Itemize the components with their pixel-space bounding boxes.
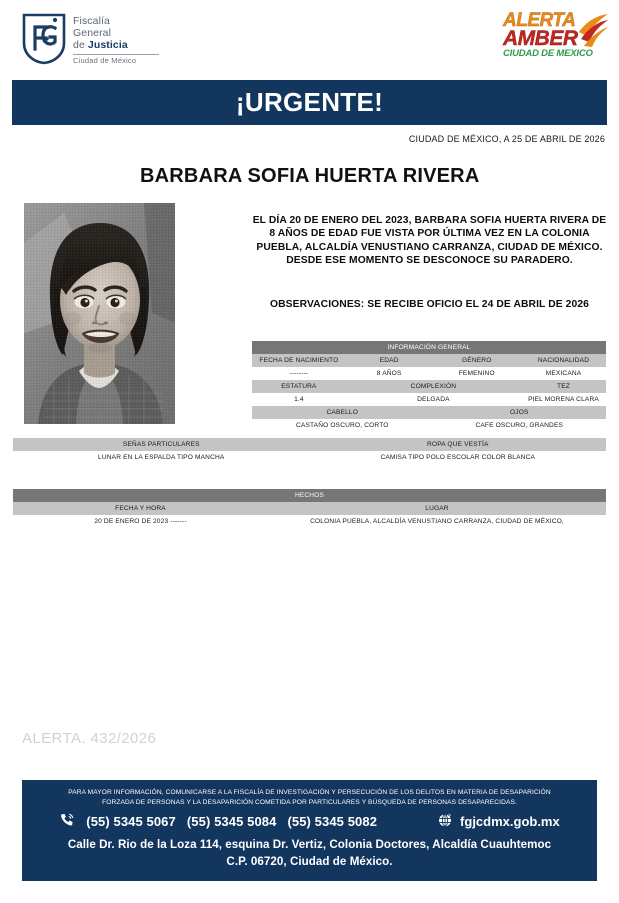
col-header-ropa-que-vestia: ROPA QUE VESTÍA — [310, 438, 607, 451]
col-header-fecha-y-hora: FECHA Y HORA — [13, 502, 268, 515]
alerta-amber-logo — [503, 12, 607, 67]
value-tez: PIEL MORENA CLARA — [521, 393, 606, 406]
page-header — [0, 0, 619, 78]
table-row — [252, 367, 606, 380]
table-row — [13, 438, 606, 451]
footer-address-line-1: Calle Dr. Rio de la Loza 114, esquina Dr. Vertiz, Colonia Doctores, Alcaldía Cuauhtemoc — [67, 838, 552, 851]
col-header-complexion: COMPLEXIÓN — [346, 380, 521, 393]
issue-date: CIUDAD DE MÉXICO, A 25 DE ABRIL DE 2026 — [408, 134, 605, 144]
table-row — [252, 341, 606, 354]
value-cabello: CASTAÑO OSCURO, CORTO — [252, 419, 433, 432]
value-senas-particulares: LUNAR EN LA ESPALDA TIPO MANCHA — [13, 451, 310, 464]
globe-icon — [437, 812, 453, 831]
footer-phone-1[interactable]: (55) 5345 5067 — [86, 814, 176, 829]
footer-phone-3[interactable]: (55) 5345 5082 — [287, 814, 378, 829]
table-row — [13, 489, 606, 502]
case-observations: OBSERVACIONES: SE RECIBE OFICIO EL 24 DE ABRIL DE 2026 — [270, 299, 589, 310]
footer-website[interactable]: fgjcdmx.gob.mx — [460, 814, 560, 829]
table-row — [252, 406, 606, 419]
col-header-senas-particulares: SEÑAS PARTICULARES — [13, 438, 310, 451]
fgj-subtitle: Ciudad de México — [73, 56, 137, 66]
footer-legal-line-1: PARA MAYOR INFORMACIÓN, COMUNICARSE A LA FISCALÍA DE INVESTIGACIÓN Y PERSECUCIÓN DE LOS DELITOS EN MATERIA DE DESAPARICIÓN — [68, 789, 551, 796]
value-ropa-que-vestia: CAMISA TIPO POLO ESCOLAR COLOR BLANCA — [310, 451, 607, 464]
footer-phone-2[interactable]: (55) 5345 5084 — [186, 814, 277, 829]
missing-person-photo — [24, 203, 175, 424]
col-header-ojos: OJOS — [433, 406, 606, 419]
col-header-edad: EDAD — [346, 354, 433, 367]
value-genero: FEMENINO — [433, 367, 522, 380]
value-complexion: DELGADA — [346, 393, 521, 406]
footer-contact-row — [22, 812, 597, 831]
general-info-table — [252, 341, 606, 432]
alert-number: ALERTA. 432/2026 — [22, 730, 157, 747]
senas-particulares-table — [13, 438, 606, 464]
section-header-informacion-general: INFORMACIÓN GENERAL — [252, 341, 606, 354]
fgj-line-3-bold: Justicia — [87, 38, 128, 51]
table-row — [252, 354, 606, 367]
fgj-logo-text — [73, 13, 159, 66]
footer-address-line-2: C.P. 06720, Ciudad de México. — [226, 855, 393, 868]
fgj-shield-icon — [22, 13, 66, 65]
fgj-divider — [73, 54, 159, 55]
value-estatura: 1.4 — [252, 393, 346, 406]
col-header-tez: TEZ — [521, 380, 606, 393]
value-lugar: COLONIA PUEBLA, ALCALDÍA VENUSTIANO CARRANZA, CIUDAD DE MÉXICO, — [268, 515, 606, 528]
col-header-lugar: LUGAR — [268, 502, 606, 515]
value-nacionalidad: MEXICANA — [521, 367, 606, 380]
fgj-line-3 — [73, 40, 159, 52]
col-header-fecha-nacimiento: FECHA DE NACIMIENTO — [252, 354, 346, 367]
table-row — [252, 419, 606, 432]
footer-address — [32, 836, 587, 870]
hechos-table — [13, 489, 606, 528]
table-row — [252, 380, 606, 393]
value-edad: 8 AÑOS — [346, 367, 433, 380]
fgj-line-1: Fiscalía — [73, 15, 110, 27]
phone-icon — [59, 812, 75, 831]
amber-word-ciudad: CIUDAD DE MEXICO — [503, 48, 593, 59]
value-fecha-y-hora: 20 DE ENERO DE 2023 ------- — [13, 515, 268, 528]
table-row — [13, 515, 606, 528]
fgj-logo — [22, 13, 159, 66]
urgente-banner — [12, 80, 607, 125]
amber-word-amber: AMBER — [503, 27, 578, 50]
fgj-line-2: General — [73, 26, 112, 39]
value-ojos: CAFE OSCURO, GRANDES — [433, 419, 606, 432]
footer-legal-text — [36, 788, 583, 807]
section-header-hechos: HECHOS — [13, 489, 606, 502]
footer-website-group — [437, 812, 560, 831]
col-header-nacionalidad: NACIONALIDAD — [521, 354, 606, 367]
table-row — [13, 502, 606, 515]
value-fecha-nacimiento: -------- — [252, 367, 346, 380]
table-row — [13, 451, 606, 464]
table-row — [252, 393, 606, 406]
col-header-cabello: CABELLO — [252, 406, 433, 419]
page-footer — [22, 780, 597, 881]
amber-swoosh-icon — [575, 12, 609, 48]
footer-phones — [59, 812, 377, 831]
case-description: EL DÍA 20 DE ENERO DEL 2023, BARBARA SOFIA HUERTA RIVERA DE 8 AÑOS DE EDAD FUE VISTA POR ÚLTIMA VEZ EN LA COLONIA PUEBLA, ALCALDÍA VENUSTIANO CARRANZA, CIUDAD DE MÉXICO. DESDE ESE MOMENTO SE DESCONOCE SU PARADERO. — [252, 215, 607, 267]
fgj-line-3-prefix: de — [73, 38, 88, 51]
amber-word-alerta: ALERTA — [503, 10, 576, 31]
col-header-genero: GÉNERO — [433, 354, 522, 367]
page-title: BARBARA SOFIA HUERTA RIVERA — [140, 165, 480, 187]
footer-legal-line-2: FORZADA DE PERSONAS Y LA DESAPARICIÓN COMETIDA POR PARTICULARES Y BÚSQUEDA DE PERSONAS DESAPARECIDAS. — [102, 798, 517, 806]
urgente-label: ¡URGENTE! — [235, 87, 384, 117]
col-header-estatura: ESTATURA — [252, 380, 346, 393]
